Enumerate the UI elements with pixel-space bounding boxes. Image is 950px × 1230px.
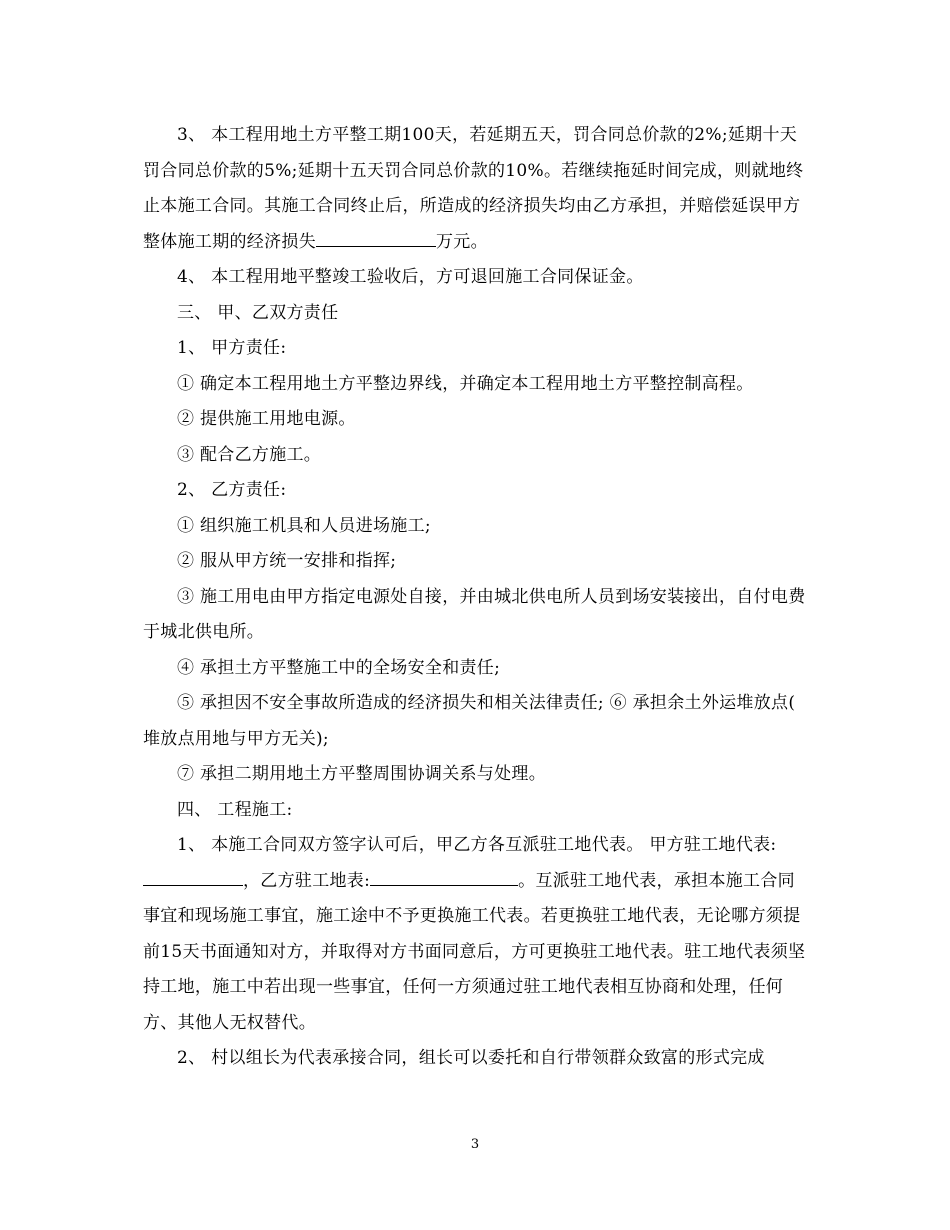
party-a-item-2: ② 提供施工用地电源。 <box>177 409 356 429</box>
party-b-heading: 2、 乙方责任: <box>177 480 287 500</box>
document-body <box>143 118 808 1077</box>
section-heading-responsibilities: 三、 甲、乙双方责任 <box>177 302 339 323</box>
party-a-heading: 1、 甲方责任: <box>177 338 287 358</box>
fill-blank-party-b-rep <box>370 869 518 886</box>
party-a-item-3: ③ 配合乙方施工。 <box>177 444 322 465</box>
construction-item-1 <box>143 828 808 1041</box>
page-number: 3 <box>470 1137 480 1152</box>
party-b-item-3: ③ 施工用电由甲方指定电源处自接，并由城北供电所人员到场安装接出，自付电费于城北供电所。 <box>143 586 806 642</box>
party-b-item-7: ⑦ 承担二期用地土方平整周围协调关系与处理。 <box>177 764 547 784</box>
party-b-item-4: ④ 承担土方平整施工中的全场安全和责任; <box>177 657 501 678</box>
party-b-item-2: ② 服从甲方统一安排和指挥; <box>177 551 397 571</box>
construction-item-2: 2、 村以组长为代表承接合同，组长可以委托和自行带领群众致富的形式完成 <box>177 1048 765 1068</box>
paragraph-3-unit: 万元。 <box>436 231 488 252</box>
party-b-item-1: ① 组织施工机具和人员进场施工; <box>177 515 431 536</box>
fill-blank-loss-amount <box>316 230 436 247</box>
paragraph-3 <box>143 118 808 260</box>
construction-item-1-text-b: ，乙方驻工地表: <box>243 870 371 891</box>
paragraph-4: 4、 本工程用地平整竣工验收后，方可退回施工合同保证金。 <box>177 267 644 287</box>
fill-blank-party-a-rep <box>143 869 243 886</box>
party-b-item-5-6: ⑤ 承担因不安全事故所造成的经济损失和相关法律责任; ⑥ 承担余土外运堆放点( 堆放点用地与甲方无关); <box>143 693 796 749</box>
construction-item-1-text-c: 。互派驻工地代表，承担本施工合同事宜和现场施工事宜，施工途中不予更换施工代表。若更换驻工地代表，无论哪方须提前15天书面通知对方，并取得对方书面同意后，方可更换驻工地代表。驻工地代表须坚持工地，施工中若出现一些事宜，任何一方须通过驻工地代表相互协商和处理，任何方、其他人无权替代。 <box>143 870 806 1033</box>
party-a-item-1: ① 确定本工程用地土方平整边界线，并确定本工程用地土方平整控制高程。 <box>177 373 754 394</box>
section-heading-construction: 四、 工程施工: <box>177 799 293 820</box>
paragraph-3-text: 3、 本工程用地土方平整工期100天，若延期五天，罚合同总价款的2%;延期十天罚合同总价款的5%;延期十五天罚合同总价款的10%。若继续拖延时间完成，则就地终止本施工合同。其施工合同终止后，所造成的经济损失均由乙方承担，并赔偿延误甲方整体施工期的经济损失 <box>143 125 804 252</box>
construction-item-1-text-a: 1、 本施工合同双方签字认可后，甲乙方各互派驻工地代表。 甲方驻工地代表: <box>177 835 777 855</box>
